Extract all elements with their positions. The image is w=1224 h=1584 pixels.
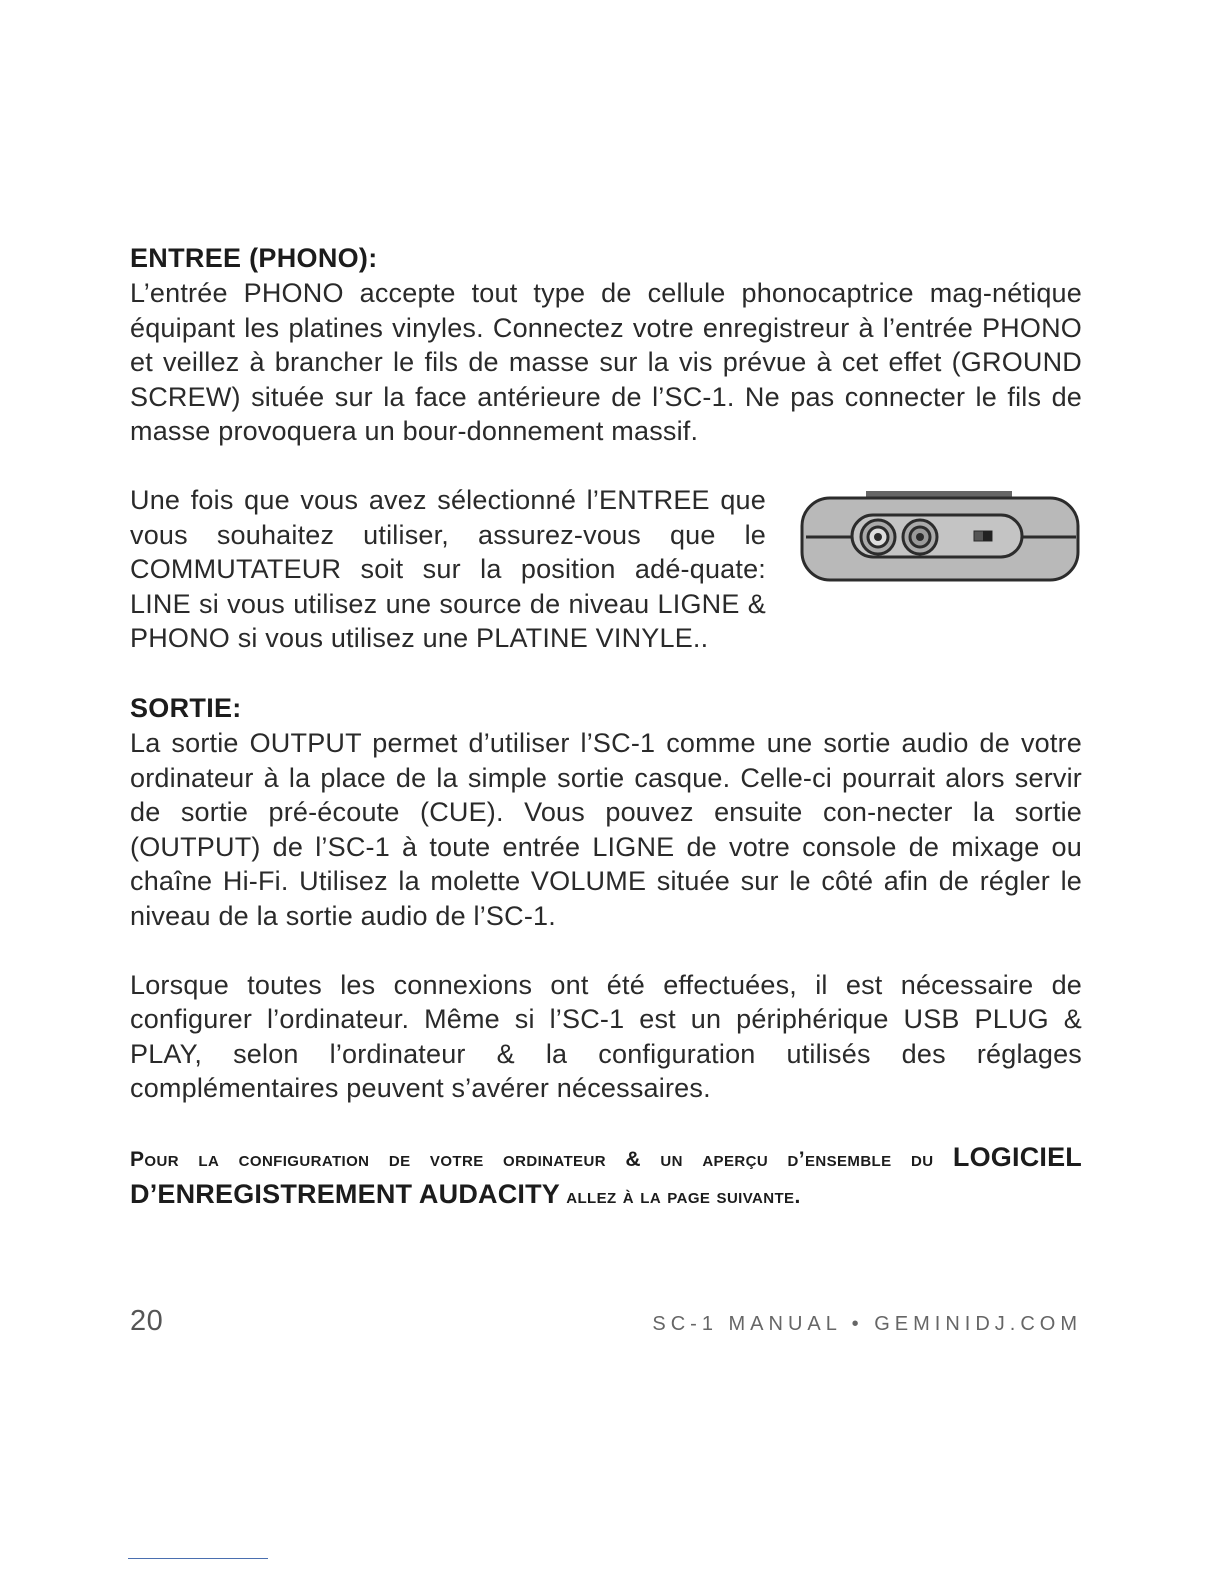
callout-text-start: Pour la configuration de votre ordinateur & un aperçu d’ensemble du	[130, 1147, 953, 1171]
callout-audacity: LOGICIEL D’ENREGISTREMENT AUDACITY	[130, 1141, 1082, 1209]
paragraph-output: La sortie OUTPUT permet d’utiliser l’SC-1 comme une sortie audio de votre ordinateur à la place de la simple sortie casque. Celle-ci pourrait alors servir de sortie pré-écoute (CUE). Vous pouvez ensuite con-necter la sortie (OUTPUT) de l’SC-1 à toute entrée LIGNE de votre console de mixage ou chaîne Hi-Fi. Utilisez la molette VOLUME située sur le côté afin de régler le niveau de la sortie audio de l’SC-1.	[130, 727, 1082, 931]
device-top-edge	[866, 491, 1012, 497]
paragraph-switch-position: Une fois que vous avez sélectionné l’ENTREE que vous souhaitez utiliser, assurez-vous que le COMMUTATEUR soit sur la position adé-quate: LINE si vous utilisez une source de niveau LIGNE & PHONO si vous utilisez une PLATINE VINYLE..	[130, 484, 766, 654]
page-footer	[130, 1305, 1082, 1338]
heading-sortie: SORTIE:	[130, 692, 242, 723]
paragraph-configuration: Lorsque toutes les connexions ont été effectuées, il est nécessaire de configurer l’ordinateur. Même si l’SC-1 est un périphérique USB PLUG & PLAY, selon l’ordinateur & la configuration utilisés des réglages complémentaires peuvent s’avérer nécessaires.	[130, 969, 1082, 1104]
footer-brand: SC-1 MANUAL • GEMINIDJ.COM	[652, 1313, 1082, 1335]
page-number: 20	[130, 1305, 164, 1337]
manual-page	[130, 240, 1082, 1235]
line-phono-switch-knob	[983, 531, 992, 541]
switch-section	[130, 483, 1082, 656]
callout-text-end: allez à la page suivante.	[560, 1184, 801, 1208]
rca-jack-right	[903, 520, 937, 554]
footnote-rule	[128, 1558, 268, 1559]
heading-entree-phono: ENTREE (PHONO):	[130, 243, 378, 273]
paragraph-phono-input: L’entrée PHONO accepte tout type de cellule phonocaptrice mag-nétique équipant les platines vinyles. Connectez votre enregistreur à l’entrée PHONO et veillez à brancher le fils de masse sur la vis prévue à cet effet (GROUND SCREW) située sur la face antérieure de l’SC-1. Ne pas connecter le fils de masse provoquera un bour-donnement massif.	[130, 278, 1082, 447]
next-page-callout	[130, 1140, 1082, 1214]
device-illustration	[800, 491, 1082, 583]
rca-jack-left	[861, 520, 895, 554]
